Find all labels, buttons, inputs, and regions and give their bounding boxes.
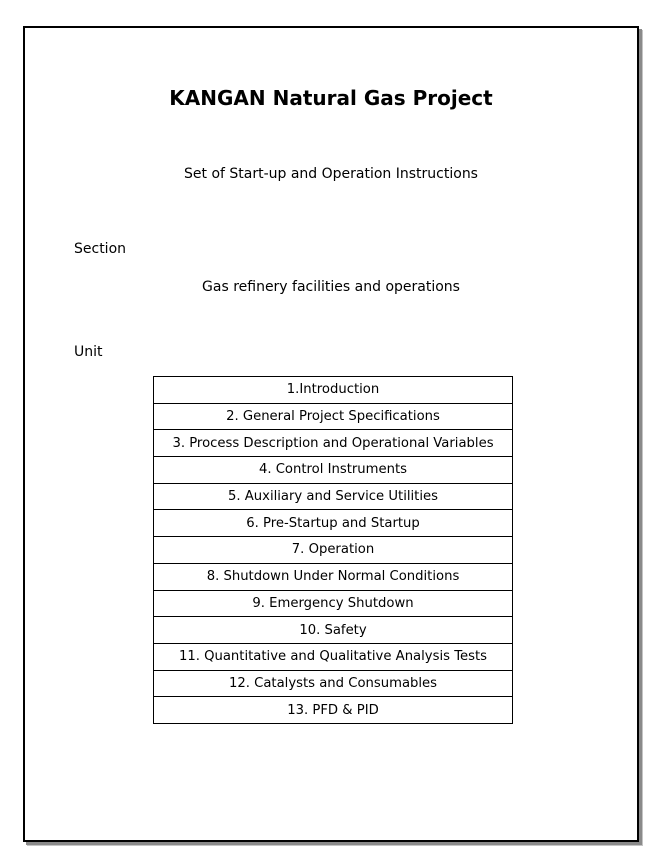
unit-cell: 7. Operation [154, 537, 513, 564]
table-row [154, 537, 513, 564]
section-label: Section [74, 241, 127, 257]
table-row [154, 617, 513, 644]
unit-cell: 10. Safety [154, 617, 513, 644]
table-row [154, 590, 513, 617]
unit-cell: 2. General Project Specifications [154, 403, 513, 430]
unit-cell: 5. Auxiliary and Service Utilities [154, 483, 513, 510]
table-row [154, 563, 513, 590]
unit-cell: 4. Control Instruments [154, 457, 513, 484]
document-page [23, 26, 639, 842]
table-row [154, 483, 513, 510]
unit-cell: 11. Quantitative and Qualitative Analysis Tests [154, 643, 513, 670]
unit-cell: 6. Pre-Startup and Startup [154, 510, 513, 537]
unit-cell: 13. PFD & PID [154, 697, 513, 724]
table-row [154, 430, 513, 457]
table-row [154, 697, 513, 724]
section-value: Gas refinery facilities and operations [202, 279, 460, 295]
table-row [154, 403, 513, 430]
unit-cell: 9. Emergency Shutdown [154, 590, 513, 617]
unit-cell: 12. Catalysts and Consumables [154, 670, 513, 697]
table-row [154, 670, 513, 697]
table-row [154, 643, 513, 670]
units-table [153, 376, 513, 724]
unit-cell: 3. Process Description and Operational Variables [154, 430, 513, 457]
document-title: KANGAN Natural Gas Project [169, 86, 493, 110]
table-row [154, 510, 513, 537]
unit-cell: 8. Shutdown Under Normal Conditions [154, 563, 513, 590]
unit-label: Unit [74, 344, 103, 360]
table-row [154, 457, 513, 484]
table-row [154, 377, 513, 404]
document-subtitle: Set of Start-up and Operation Instructions [184, 166, 478, 182]
unit-cell: 1.Introduction [154, 377, 513, 404]
